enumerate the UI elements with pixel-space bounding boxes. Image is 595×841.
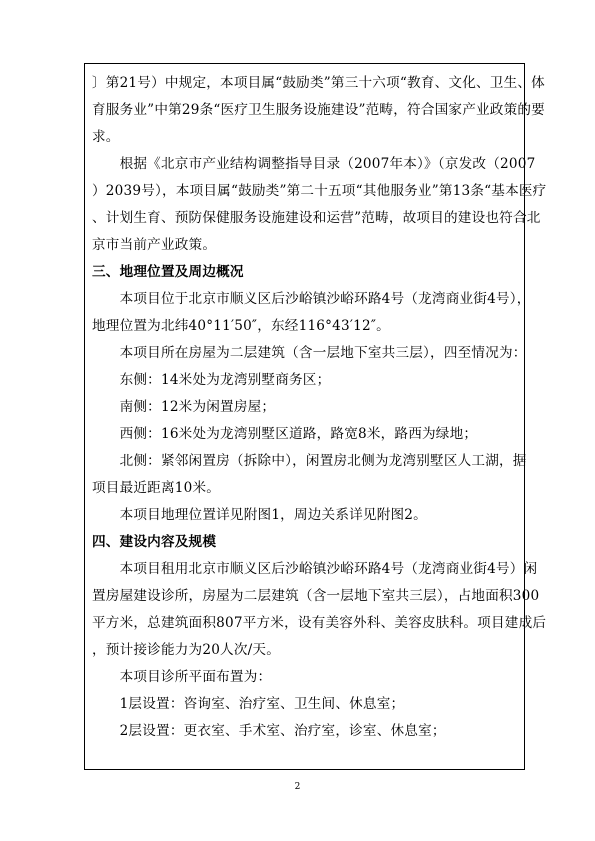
- text-line: 本项目租用北京市顺义区后沙峪镇沙峪环路4号（龙湾商业街4号）闲: [92, 561, 538, 577]
- text-line: 西侧：16米处为龙湾别墅区道路，路宽8米，路西为绿地；: [92, 426, 478, 442]
- text-line: 求。: [92, 129, 120, 145]
- text-line: 根据《北京市产业结构调整指导目录（2007年本）》（京发改（2007: [92, 156, 536, 172]
- section-heading: 四、建设内容及规模: [92, 534, 217, 550]
- text-line: 项目最近距离10米。: [92, 480, 221, 496]
- text-line: 2层设置：更衣室、手术室、治疗室，诊室、休息室；: [92, 723, 446, 739]
- text-line: ，预计接诊能力为20人次/天。: [92, 642, 281, 658]
- section-heading: 三、地理位置及周边概况: [92, 264, 244, 280]
- text-line: 〕第21号）中规定，本项目属“鼓励类”第三十六项“教育、文化、卫生、体: [92, 75, 545, 91]
- text-line: 本项目位于北京市顺义区后沙峪镇沙峪环路4号（龙湾商业街4号），: [92, 291, 531, 307]
- text-line: 北侧：紧邻闲置房（拆除中），闲置房北侧为龙湾别墅区人工湖，据: [92, 453, 527, 469]
- text-line: 东侧：14米处为龙湾别墅商务区；: [92, 372, 331, 388]
- text-line: 本项目诊所平面布置为：: [92, 669, 272, 685]
- text-line: 本项目所在房屋为二层建筑（含一层地下室共三层），四至情况为：: [92, 345, 527, 361]
- text-line: 平方米，总建筑面积807平方米，设有美容外科、美容皮肤科。项目建成后: [92, 615, 547, 631]
- text-line: 京市当前产业政策。: [92, 237, 217, 253]
- text-line: ）2039号），本项目属“鼓励类”第二十五项“其他服务业”第13条“基本医疗: [92, 183, 547, 199]
- page-number: 2: [294, 782, 301, 792]
- text-line: 南侧：12米为闲置房屋；: [92, 399, 276, 415]
- text-line: 1层设置：咨询室、治疗室、卫生间、休息室；: [92, 696, 405, 712]
- text-line: 地理位置为北纬40°11′50″，东经116°43′12″。: [92, 318, 390, 334]
- text-line: 本项目地理位置详见附图1，周边关系详见附图2。: [92, 507, 427, 523]
- text-line: 、计划生育、预防保健服务设施建设和运营”范畴，故项目的建设也符合北: [92, 210, 541, 226]
- text-line: 育服务业”中第29条“医疗卫生服务设施建设”范畴，符合国家产业政策的要: [92, 102, 545, 118]
- text-line: 置房屋建设诊所，房屋为二层建筑（含一层地下室共三层），占地面积300: [92, 588, 540, 604]
